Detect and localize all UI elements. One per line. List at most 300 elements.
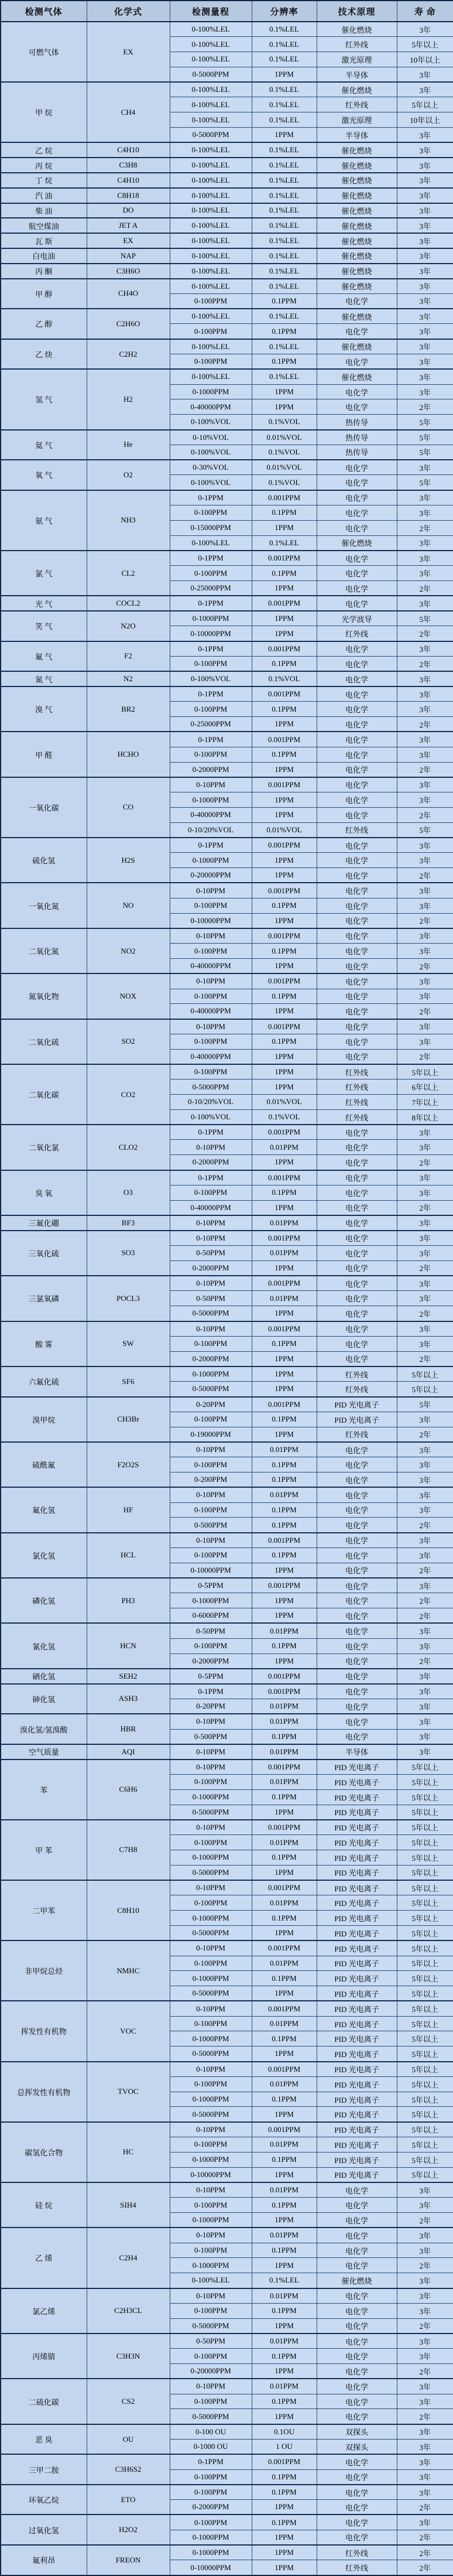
- principle-cell: 电化学: [317, 1473, 397, 1488]
- resolution-cell: 0.001PPM: [252, 641, 317, 657]
- range-cell: 0-10PPM: [170, 1231, 252, 1246]
- formula-cell: BR2: [87, 686, 170, 732]
- principle-cell: 催化燃烧: [317, 309, 397, 324]
- principle-cell: PID 光电离子: [317, 2107, 397, 2122]
- range-cell: 0-100PPM: [170, 1502, 252, 1518]
- principle-cell: 双探头: [317, 2424, 397, 2440]
- principle-cell: 半导体: [317, 1744, 397, 1760]
- principle-cell: 电化学: [317, 2469, 397, 2485]
- range-cell: 0-10PPM: [170, 1215, 252, 1231]
- lifetime-cell: 3年: [397, 460, 453, 475]
- table-row: [1, 2182, 453, 2198]
- lifetime-cell: 3年: [397, 1442, 453, 1457]
- formula-cell: HF: [87, 1487, 170, 1532]
- resolution-cell: 0.1PPM: [252, 898, 317, 913]
- range-cell: 0-10%VOL: [170, 430, 252, 445]
- lifetime-cell: 3年: [397, 1170, 453, 1185]
- lifetime-cell: 6年以上: [397, 1079, 453, 1095]
- table-row: [1, 490, 453, 505]
- principle-cell: 电化学: [317, 384, 397, 399]
- table-row: [1, 2485, 453, 2500]
- formula-cell: HC: [87, 2122, 170, 2182]
- principle-cell: 电化学: [317, 2349, 397, 2364]
- principle-cell: 催化燃烧: [317, 369, 397, 384]
- principle-cell: 电化学: [317, 973, 397, 989]
- gas-name-cell: 乙 烷: [1, 142, 87, 158]
- lifetime-cell: 3年: [397, 702, 453, 717]
- formula-cell: TVOC: [87, 2062, 170, 2122]
- principle-cell: PID 光电离子: [317, 1835, 397, 1850]
- lifetime-cell: 2年: [397, 762, 453, 777]
- resolution-cell: 1PPM: [252, 1925, 317, 1940]
- table-row: [1, 1397, 453, 1412]
- principle-cell: 红外线: [317, 1109, 397, 1125]
- lifetime-cell: 5年以上: [397, 1850, 453, 1865]
- resolution-cell: 0.001PPM: [252, 777, 317, 792]
- principle-cell: 红外线: [317, 1366, 397, 1382]
- resolution-cell: 0.01%VOL: [252, 1095, 317, 1110]
- range-cell: 0-10000PPM: [170, 2167, 252, 2182]
- resolution-cell: 0.001PPM: [252, 1940, 317, 1956]
- formula-cell: O3: [87, 1170, 170, 1215]
- formula-cell: C3H6O: [87, 264, 170, 279]
- table-row: [1, 1880, 453, 1895]
- range-cell: 0-1000PPM: [170, 2545, 252, 2560]
- lifetime-cell: 3年: [397, 22, 453, 37]
- range-cell: 0-100PPM: [170, 2514, 252, 2530]
- resolution-cell: 1PPM: [252, 384, 317, 399]
- table-row: [1, 1442, 453, 1457]
- lifetime-cell: 10年以上: [397, 52, 453, 67]
- resolution-cell: 0.001PPM: [252, 551, 317, 566]
- range-cell: 0-100%LEL: [170, 279, 252, 294]
- lifetime-cell: 2年: [397, 626, 453, 641]
- lifetime-cell: 3年: [397, 1729, 453, 1744]
- resolution-cell: 0.1%VOL: [252, 415, 317, 430]
- resolution-cell: 0.1%VOL: [252, 1109, 317, 1125]
- formula-cell: C4H10: [87, 142, 170, 158]
- lifetime-cell: 3年: [397, 1140, 453, 1155]
- principle-cell: 红外线: [317, 1382, 397, 1397]
- resolution-cell: 0.1PPM: [252, 1457, 317, 1473]
- principle-cell: 催化燃烧: [317, 203, 397, 218]
- range-cell: 0-100PPM: [170, 1412, 252, 1427]
- resolution-cell: 0.1PPM: [252, 1638, 317, 1653]
- formula-cell: C8H10: [87, 1880, 170, 1940]
- resolution-cell: 0.1PPM: [252, 1034, 317, 1049]
- column-header: 分辨率: [252, 1, 317, 22]
- lifetime-cell: 3年: [397, 641, 453, 657]
- header-row: [1, 1, 453, 22]
- resolution-cell: 0.01PPM: [252, 2137, 317, 2153]
- gas-name-cell: 二氧化氯: [1, 1125, 87, 1170]
- gas-name-cell: 二氧化硫: [1, 1019, 87, 1064]
- table-row: [1, 1231, 453, 1246]
- lifetime-cell: 3年: [397, 792, 453, 808]
- resolution-cell: 0.1%VOL: [252, 671, 317, 686]
- principle-cell: 电化学: [317, 732, 397, 747]
- principle-cell: 电化学: [317, 2409, 397, 2424]
- lifetime-cell: 3年: [397, 1638, 453, 1653]
- formula-cell: BF3: [87, 1215, 170, 1231]
- resolution-cell: 0.1%LEL: [252, 279, 317, 294]
- gas-name-cell: 乙 炔: [1, 339, 87, 370]
- range-cell: 0-100PPM: [170, 1457, 252, 1473]
- principle-cell: 电化学: [317, 1653, 397, 1669]
- resolution-cell: 0.1PPM: [252, 2349, 317, 2364]
- table-header: [1, 1, 453, 22]
- lifetime-cell: 2年: [397, 1427, 453, 1442]
- principle-cell: 催化燃烧: [317, 142, 397, 158]
- resolution-cell: 0.1PPM: [252, 1473, 317, 1488]
- principle-cell: 电化学: [317, 2364, 397, 2379]
- principle-cell: 电化学: [317, 1276, 397, 1291]
- principle-cell: 电化学: [317, 656, 397, 671]
- principle-cell: 电化学: [317, 2394, 397, 2409]
- resolution-cell: 0.001PPM: [252, 686, 317, 702]
- lifetime-cell: 2年: [397, 2213, 453, 2228]
- principle-cell: PID 光电离子: [317, 1865, 397, 1880]
- principle-cell: 电化学: [317, 762, 397, 777]
- resolution-cell: 0.1%VOL: [252, 445, 317, 460]
- range-cell: 0-1PPM: [170, 2454, 252, 2469]
- range-cell: 0-19000PPM: [170, 1427, 252, 1442]
- principle-cell: 电化学: [317, 1019, 397, 1034]
- lifetime-cell: 3年: [397, 1125, 453, 1140]
- gas-name-cell: 氦 气: [1, 430, 87, 460]
- principle-cell: 电化学: [317, 1049, 397, 1064]
- range-cell: 0-100PPM: [170, 1336, 252, 1351]
- principle-cell: PID 光电离子: [317, 1925, 397, 1940]
- range-cell: 0-100PPM: [170, 1638, 252, 1653]
- resolution-cell: 0.1PPM: [252, 2152, 317, 2167]
- table-row: [1, 1669, 453, 1684]
- range-cell: 0-40000PPM: [170, 958, 252, 973]
- resolution-cell: 0.1PPM: [252, 1412, 317, 1427]
- principle-cell: 电化学: [317, 807, 397, 822]
- lifetime-cell: 3年: [397, 1291, 453, 1306]
- principle-cell: 电化学: [317, 1623, 397, 1638]
- range-cell: 0-1000PPM: [170, 611, 252, 626]
- column-header: 化学式: [87, 1, 170, 22]
- lifetime-cell: 3年: [397, 777, 453, 792]
- gas-name-cell: 三甲二胺: [1, 2454, 87, 2485]
- principle-cell: 电化学: [317, 566, 397, 581]
- range-cell: 0-100%VOL: [170, 671, 252, 686]
- lifetime-cell: 2年: [397, 2409, 453, 2424]
- lifetime-cell: 3年: [397, 218, 453, 233]
- principle-cell: 电化学: [317, 1004, 397, 1019]
- principle-cell: 电化学: [317, 1291, 397, 1306]
- gas-name-cell: 空气质量: [1, 1744, 87, 1760]
- table-row: [1, 551, 453, 566]
- range-cell: 0-10PPM: [170, 777, 252, 792]
- resolution-cell: 0.1PPM: [252, 2485, 317, 2500]
- lifetime-cell: 5年以上: [397, 1064, 453, 1079]
- gas-name-cell: 氮氧化物: [1, 973, 87, 1019]
- table-row: [1, 973, 453, 989]
- resolution-cell: 0.01%VOL: [252, 822, 317, 838]
- lifetime-cell: 3年: [397, 264, 453, 279]
- principle-cell: PID 光电离子: [317, 2167, 397, 2182]
- range-cell: 0-100PPM: [170, 1774, 252, 1789]
- resolution-cell: 0.1PPM: [252, 2514, 317, 2530]
- table-row: [1, 248, 453, 264]
- resolution-cell: 0.1PPM: [252, 2469, 317, 2485]
- range-cell: 0-100%LEL: [170, 173, 252, 188]
- resolution-cell: 0.1%LEL: [252, 309, 317, 324]
- table-row: [1, 369, 453, 384]
- principle-cell: 电化学: [317, 1200, 397, 1215]
- lifetime-cell: 2年: [397, 580, 453, 596]
- principle-cell: 电化学: [317, 747, 397, 762]
- resolution-cell: 0.01PPM: [252, 1215, 317, 1231]
- lifetime-cell: 3年: [397, 2379, 453, 2394]
- principle-cell: 电化学: [317, 641, 397, 657]
- resolution-cell: 0.01PPM: [252, 1246, 317, 1261]
- resolution-cell: 0.001PPM: [252, 1321, 317, 1337]
- gas-name-cell: 溴化氢/氢溴酸: [1, 1714, 87, 1744]
- resolution-cell: 1PPM: [252, 792, 317, 808]
- lifetime-cell: 2年: [397, 399, 453, 415]
- range-cell: 0-10PPM: [170, 1276, 252, 1291]
- formula-cell: C4H10: [87, 173, 170, 188]
- gas-name-cell: 甲 醇: [1, 279, 87, 309]
- range-cell: 0-100PPM: [170, 1835, 252, 1850]
- lifetime-cell: 5年: [397, 822, 453, 838]
- principle-cell: 电化学: [317, 2213, 397, 2228]
- resolution-cell: 0.001PPM: [252, 2454, 317, 2469]
- resolution-cell: 1PPM: [252, 1563, 317, 1578]
- resolution-cell: 1PPM: [252, 1653, 317, 1669]
- resolution-cell: 0.1%LEL: [252, 233, 317, 248]
- principle-cell: 电化学: [317, 1608, 397, 1624]
- lifetime-cell: 3年: [397, 203, 453, 218]
- principle-cell: 电化学: [317, 399, 397, 415]
- gas-name-cell: 氧 气: [1, 460, 87, 490]
- resolution-cell: 0.01PPM: [252, 1835, 317, 1850]
- range-cell: 0-1PPM: [170, 551, 252, 566]
- range-cell: 0-1PPM: [170, 1170, 252, 1185]
- table-row: [1, 264, 453, 279]
- table-row: [1, 309, 453, 324]
- lifetime-cell: 3年: [397, 2485, 453, 2500]
- formula-cell: CS2: [87, 2379, 170, 2424]
- resolution-cell: 0.01PPM: [252, 1895, 317, 1911]
- principle-cell: 电化学: [317, 928, 397, 944]
- range-cell: 0-5000PPM: [170, 67, 252, 82]
- range-cell: 0-100%LEL: [170, 248, 252, 264]
- formula-cell: HCL: [87, 1533, 170, 1578]
- formula-cell: NOX: [87, 973, 170, 1019]
- lifetime-cell: 5年以上: [397, 2016, 453, 2031]
- lifetime-cell: 5年以上: [397, 37, 453, 52]
- principle-cell: 电化学: [317, 702, 397, 717]
- table-row: [1, 1276, 453, 1291]
- resolution-cell: 0.1PPM: [252, 1729, 317, 1744]
- principle-cell: 电化学: [317, 475, 397, 490]
- gas-name-cell: 三氟化硼: [1, 1215, 87, 1231]
- resolution-cell: 0.001PPM: [252, 2122, 317, 2137]
- formula-cell: CH4O: [87, 279, 170, 309]
- resolution-cell: 0.01PPM: [252, 1956, 317, 1971]
- formula-cell: O2: [87, 460, 170, 490]
- range-cell: 0-10PPM: [170, 1940, 252, 1956]
- principle-cell: 红外线: [317, 1427, 397, 1442]
- range-cell: 0-10PPM: [170, 2288, 252, 2304]
- range-cell: 0-100PPM: [170, 1185, 252, 1200]
- principle-cell: 电化学: [317, 686, 397, 702]
- table-row: [1, 2334, 453, 2349]
- range-cell: 0-1PPM: [170, 641, 252, 657]
- resolution-cell: 1PPM: [252, 807, 317, 822]
- principle-cell: 电化学: [317, 671, 397, 686]
- range-cell: 0-100PPM: [170, 354, 252, 370]
- table-row: [1, 142, 453, 158]
- resolution-cell: 1 OU: [252, 2440, 317, 2455]
- resolution-cell: 0.01PPM: [252, 1699, 317, 1714]
- principle-cell: PID 光电离子: [317, 1789, 397, 1805]
- table-row: [1, 2122, 453, 2137]
- principle-cell: PID 光电离子: [317, 1911, 397, 1926]
- lifetime-cell: 3年: [397, 1231, 453, 1246]
- lifetime-cell: 3年: [397, 1276, 453, 1291]
- table-row: [1, 1366, 453, 1382]
- resolution-cell: 0.1%LEL: [252, 97, 317, 112]
- resolution-cell: 1PPM: [252, 1805, 317, 1820]
- resolution-cell: 1PPM: [252, 853, 317, 868]
- resolution-cell: 1PPM: [252, 128, 317, 143]
- lifetime-cell: 3年: [397, 2424, 453, 2440]
- formula-cell: FREON: [87, 2545, 170, 2575]
- range-cell: 0-6000PPM: [170, 1608, 252, 1624]
- lifetime-cell: 5年以上: [397, 2167, 453, 2182]
- range-cell: 0-50PPM: [170, 1623, 252, 1638]
- resolution-cell: 1PPM: [252, 1382, 317, 1397]
- range-cell: 0-100%LEL: [170, 82, 252, 97]
- principle-cell: PID 光电离子: [317, 2076, 397, 2092]
- principle-cell: PID 光电离子: [317, 1397, 397, 1412]
- range-cell: 0-1000PPM: [170, 2530, 252, 2545]
- resolution-cell: 1PPM: [252, 2500, 317, 2515]
- principle-cell: 电化学: [317, 2334, 397, 2349]
- range-cell: 0-100%LEL: [170, 264, 252, 279]
- formula-cell: C7H8: [87, 1820, 170, 1880]
- lifetime-cell: 3年: [397, 1502, 453, 1518]
- lifetime-cell: 3年: [397, 2198, 453, 2213]
- range-cell: 0-100PPM: [170, 1547, 252, 1563]
- column-header: 技术原理: [317, 1, 397, 22]
- lifetime-cell: 5年以上: [397, 2047, 453, 2062]
- range-cell: 0-40000PPM: [170, 1004, 252, 1019]
- range-cell: 0-5000PPM: [170, 1865, 252, 1880]
- gas-name-cell: 挥发性有机物: [1, 2001, 87, 2061]
- range-cell: 0-10PPM: [170, 1321, 252, 1337]
- range-cell: 0-1000PPM: [170, 1366, 252, 1382]
- lifetime-cell: 3年: [397, 354, 453, 370]
- principle-cell: PID 光电离子: [317, 1820, 397, 1835]
- formula-cell: COCL2: [87, 596, 170, 611]
- range-cell: 0-25000PPM: [170, 717, 252, 732]
- range-cell: 0-20PPM: [170, 1397, 252, 1412]
- range-cell: 0-5000PPM: [170, 1306, 252, 1321]
- range-cell: 0-100PPM: [170, 989, 252, 1004]
- resolution-cell: 0.001PPM: [252, 1820, 317, 1835]
- lifetime-cell: 5年以上: [397, 1895, 453, 1911]
- lifetime-cell: 5年以上: [397, 97, 453, 112]
- resolution-cell: 1PPM: [252, 2364, 317, 2379]
- range-cell: 0-100PPM: [170, 566, 252, 581]
- gas-name-cell: 溴甲烷: [1, 1397, 87, 1442]
- gas-name-cell: 砷化氢: [1, 1684, 87, 1714]
- lifetime-cell: 2年: [397, 2364, 453, 2379]
- range-cell: 0-5PPM: [170, 1578, 252, 1593]
- lifetime-cell: 5年以上: [397, 2107, 453, 2122]
- range-cell: 0-100%LEL: [170, 97, 252, 112]
- gas-name-cell: 笑 气: [1, 611, 87, 641]
- table-row: [1, 203, 453, 218]
- resolution-cell: 0.1PPM: [252, 1911, 317, 1926]
- principle-cell: 电化学: [317, 596, 397, 611]
- range-cell: 0-100PPM: [170, 1034, 252, 1049]
- range-cell: 0-5000PPM: [170, 128, 252, 143]
- lifetime-cell: 2年: [397, 2318, 453, 2334]
- formula-cell: C3H3N: [87, 2334, 170, 2379]
- lifetime-cell: 3年: [397, 2288, 453, 2304]
- resolution-cell: 0.01%VOL: [252, 460, 317, 475]
- principle-cell: PID 光电离子: [317, 2152, 397, 2167]
- table-row: [1, 1714, 453, 1729]
- lifetime-cell: 5年: [397, 445, 453, 460]
- lifetime-cell: 3年: [397, 732, 453, 747]
- formula-cell: N2: [87, 671, 170, 686]
- principle-cell: 电化学: [317, 1442, 397, 1457]
- table-row: [1, 641, 453, 657]
- principle-cell: PID 光电离子: [317, 2092, 397, 2107]
- lifetime-cell: 3年: [397, 2303, 453, 2318]
- gas-name-cell: 甲 苯: [1, 1820, 87, 1880]
- resolution-cell: 1PPM: [252, 717, 317, 732]
- resolution-cell: 1PPM: [252, 1004, 317, 1019]
- lifetime-cell: 2年: [397, 958, 453, 973]
- resolution-cell: 0.001PPM: [252, 1231, 317, 1246]
- range-cell: 0-100 OU: [170, 2424, 252, 2440]
- table-row: [1, 82, 453, 97]
- table-row: [1, 173, 453, 188]
- table-row: [1, 838, 453, 853]
- principle-cell: 催化燃烧: [317, 279, 397, 294]
- lifetime-cell: 3年: [397, 596, 453, 611]
- lifetime-cell: 2年: [397, 1306, 453, 1321]
- principle-cell: 电化学: [317, 1231, 397, 1246]
- lifetime-cell: 3年: [397, 82, 453, 97]
- principle-cell: 电化学: [317, 1155, 397, 1170]
- range-cell: 0-20000PPM: [170, 868, 252, 883]
- gas-name-cell: 氟 气: [1, 641, 87, 672]
- resolution-cell: 0.001PPM: [252, 1684, 317, 1699]
- gas-name-cell: 氨 气: [1, 490, 87, 551]
- principle-cell: 电化学: [317, 989, 397, 1004]
- range-cell: 0-100%LEL: [170, 2273, 252, 2288]
- principle-cell: 电化学: [317, 2198, 397, 2213]
- range-cell: 0-1000PPM: [170, 2092, 252, 2107]
- table-row: [1, 686, 453, 702]
- range-cell: 0-100%LEL: [170, 188, 252, 203]
- resolution-cell: 0.1PPM: [252, 1971, 317, 1986]
- formula-cell: C3H8: [87, 158, 170, 173]
- resolution-cell: 0.1PPM: [252, 2394, 317, 2409]
- formula-cell: CLO2: [87, 1125, 170, 1170]
